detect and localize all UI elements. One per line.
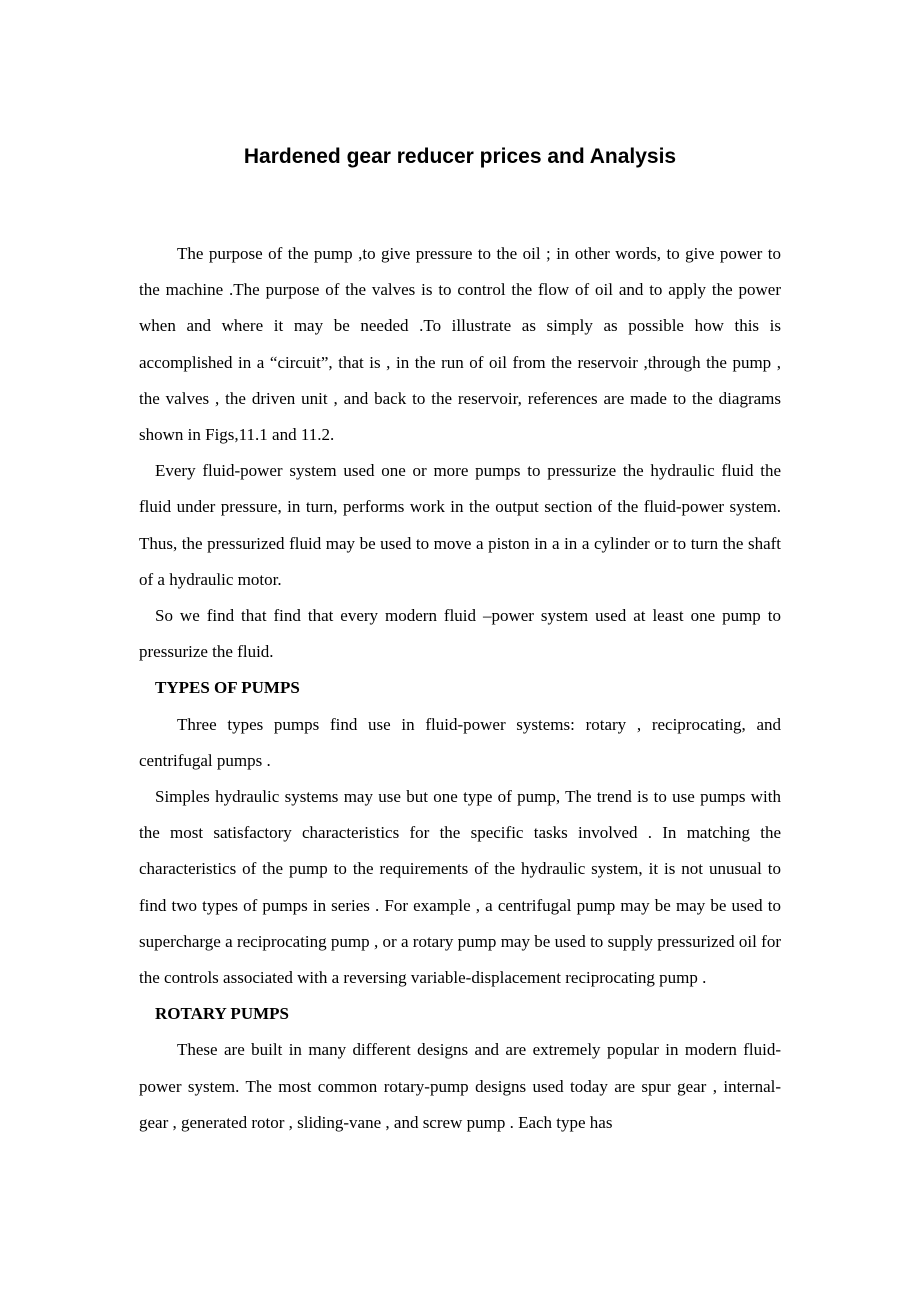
document-title: Hardened gear reducer prices and Analysis xyxy=(243,145,677,168)
section-heading-types-of-pumps: TYPES OF PUMPS xyxy=(155,678,300,698)
paragraph-simple-systems: Simples hydraulic systems may use but one type of pump, The trend is to use pumps with the most satisfactory characteristics for the specific tasks involved . In matching the characteristics of the pump to the requirements of the hydraulic system, it is not unusual to find two types of pumps in series . For example , a centrifugal pump may be may be used to supercharge a reciprocating pump , or a rotary pump may be used to supply pressurized oil for the controls associated with a reversing variable-displacement reciprocating pump . xyxy=(139,787,781,988)
document-body xyxy=(139,236,781,1141)
section-heading-rotary-pumps: ROTARY PUMPS xyxy=(155,1004,289,1024)
paragraph-fluid-power-system: Every fluid-power system used one or more pumps to pressurize the hydraulic fluid the fluid under pressure, in turn, performs work in the output section of the fluid-power system. Thus, the pressurized fluid may be used to move a piston in a in a cylinder or to turn the shaft of a hydraulic motor. xyxy=(139,461,781,589)
paragraph-rotary-designs: These are built in many different designs and are extremely popular in modern fluid-power system. The most common rotary-pump designs used today are spur gear , internal-gear , generated rotor , sliding-vane , and screw pump . Each type has xyxy=(139,1040,781,1132)
paragraph-modern-system: So we find that find that every modern fluid –power system used at least one pump to pressurize the fluid. xyxy=(139,606,781,662)
paragraph-pump-purpose: The purpose of the pump ,to give pressure to the oil ; in other words, to give power to the machine .The purpose of the valves is to control the flow of oil and to apply the power when and where it may be needed .To illustrate as simply as possible how this is accomplished in a “circuit”, that is , in the run of oil from the reservoir ,through the pump , the valves , the driven unit , and back to the reservoir, references are made to the diagrams shown in Figs,11.1 and 11.2. xyxy=(139,244,781,445)
paragraph-pump-types: Three types pumps find use in fluid-power systems: rotary , reciprocating, and centrifugal pumps . xyxy=(139,714,781,770)
